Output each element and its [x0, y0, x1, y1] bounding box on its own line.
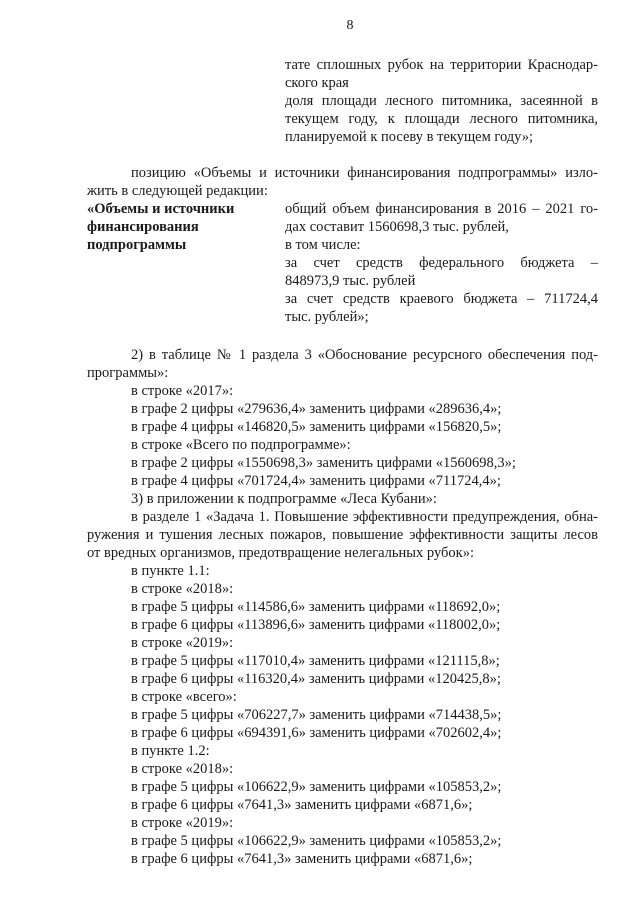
body-line-20: в строке «всего»: — [131, 689, 237, 705]
body-line-21: в графе 5 цифры «706227,7» заменить цифрами «714438,5»; — [131, 707, 502, 723]
top-line-1: тате сплошных рубок на территории Краснодар- — [285, 57, 598, 73]
body-line-18: в графе 5 цифры «117010,4» заменить цифрами «121115,8»; — [131, 653, 500, 669]
top-line-3: доля площади лесного питомника, засеянной в — [285, 93, 598, 109]
body-line-12: от вредных организмов, предотвращение нелегальных рубок»: — [87, 545, 474, 561]
body-line-14: в строке «2018»: — [131, 581, 234, 597]
funding-line-3: в том числе: — [285, 237, 361, 253]
body-line-10: в разделе 1 «Задача 1. Повышение эффективности предупреждения, обна- — [131, 509, 598, 525]
body-line-2: программы»: — [87, 365, 169, 381]
body-line-17: в строке «2019»: — [131, 635, 234, 651]
body-line-4: в графе 2 цифры «279636,4» заменить цифрами «289636,4»; — [131, 401, 502, 417]
body-line-9: 3) в приложении к подпрограмме «Леса Кубани»: — [131, 491, 437, 507]
intro-line-1: позицию «Объемы и источники финансирования подпрограммы» изло- — [131, 165, 598, 181]
funding-line-1: общий объем финансирования в 2016 – 2021 го- — [285, 201, 598, 217]
top-line-4: текущем году, к площади лесного питомника, — [285, 111, 598, 127]
body-line-24: в строке «2018»: — [131, 761, 234, 777]
label-line-3: подпрограммы — [87, 237, 187, 253]
top-line-5: планируемой к посеву в текущем году»; — [285, 129, 534, 145]
body-line-8: в графе 4 цифры «701724,4» заменить цифрами «711724,4»; — [131, 473, 501, 489]
page-number: 8 — [346, 18, 354, 33]
body-line-26: в графе 6 цифры «7641,3» заменить цифрами «6871,6»; — [131, 797, 473, 813]
body-line-1: 2) в таблице № 1 раздела 3 «Обоснование ресурсного обеспечения под- — [131, 347, 598, 363]
top-line-2: ского края — [285, 75, 349, 91]
body-line-19: в графе 6 цифры «116320,4» заменить цифрами «120425,8»; — [131, 671, 501, 687]
intro-line-2: жить в следующей редакции: — [87, 183, 268, 199]
body-line-3: в строке «2017»: — [131, 383, 234, 399]
body-line-16: в графе 6 цифры «113896,6» заменить цифрами «118002,0»; — [131, 617, 501, 633]
body-line-7: в графе 2 цифры «1550698,3» заменить цифрами «1560698,3»; — [131, 455, 516, 471]
label-line-1: «Объемы и источники — [87, 201, 235, 217]
funding-line-4: за счет средств федерального бюджета – — [285, 255, 598, 271]
body-line-5: в графе 4 цифры «146820,5» заменить цифрами «156820,5»; — [131, 419, 502, 435]
body-line-15: в графе 5 цифры «114586,6» заменить цифрами «118692,0»; — [131, 599, 501, 615]
body-line-6: в строке «Всего по подпрограмме»: — [131, 437, 351, 453]
label-line-2: финансирования — [87, 219, 199, 235]
body-line-22: в графе 6 цифры «694391,6» заменить цифрами «702602,4»; — [131, 725, 502, 741]
body-line-25: в графе 5 цифры «106622,9» заменить цифрами «105853,2»; — [131, 779, 502, 795]
funding-line-2: дах составит 1560698,3 тыс. рублей, — [285, 219, 509, 235]
body-line-13: в пункте 1.1: — [131, 563, 210, 579]
funding-line-6: за счет средств краевого бюджета – 711724,4 — [285, 291, 598, 307]
body-line-29: в графе 6 цифры «7641,3» заменить цифрами «6871,6»; — [131, 851, 473, 867]
body-line-28: в графе 5 цифры «106622,9» заменить цифрами «105853,2»; — [131, 833, 502, 849]
body-line-11: ружения и тушения лесных пожаров, повышение эффективности защиты лесов — [87, 527, 598, 543]
body-line-23: в пункте 1.2: — [131, 743, 210, 759]
funding-line-5: 848973,9 тыс. рублей — [285, 273, 416, 289]
funding-line-7: тыс. рублей»; — [285, 309, 369, 325]
body-line-27: в строке «2019»: — [131, 815, 234, 831]
